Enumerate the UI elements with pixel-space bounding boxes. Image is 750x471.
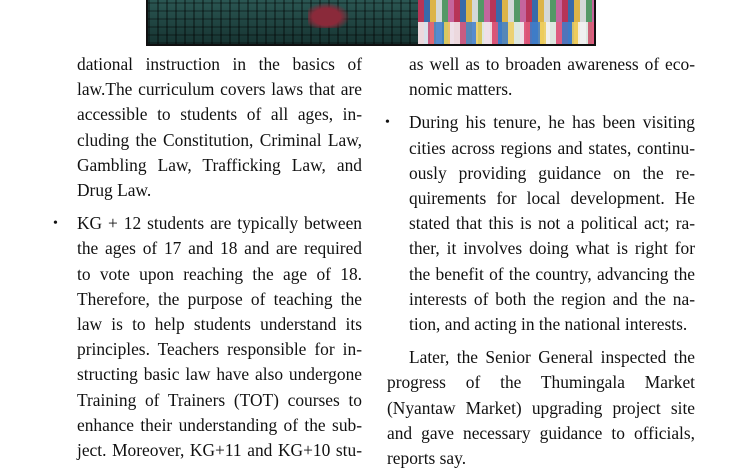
bullet-line: enhance their understanding of the sub- — [77, 414, 362, 435]
paragraph — [387, 345, 695, 471]
body-line: nomic matters. — [409, 79, 513, 100]
bullet-item — [385, 110, 695, 337]
body-line: Drug Law. — [77, 180, 152, 201]
bullet-line: During his tenure, he has been visiting — [409, 112, 695, 133]
body-line: progress of the Thumingala Market — [387, 372, 695, 393]
bullet-line: KG + 12 students are typically between — [77, 213, 362, 234]
bullet-line: cities across regions and states, continu- — [409, 137, 695, 158]
bullet-line: the ages of 17 and 18 and are required — [77, 238, 362, 259]
body-line: as well as to broaden awareness of eco- — [409, 54, 695, 74]
bullet-marker: • — [53, 216, 58, 232]
bullet-line: stated that this is not a political act; ra- — [409, 213, 695, 234]
body-line: Later, the Senior General inspected the — [409, 347, 695, 368]
bullet-line: quirements for local development. He — [409, 188, 695, 209]
bullet-line: law is to help students understand its — [77, 314, 362, 335]
bullet-line: ther, it involves doing what is right for — [409, 238, 695, 259]
article-photo — [146, 0, 596, 46]
body-line: reports say. — [387, 448, 467, 469]
bullet-line: to vote upon reaching the age of 18. — [77, 263, 362, 284]
body-line: accessible to students of all ages, in- — [77, 104, 362, 125]
right-column — [387, 52, 695, 471]
bullet-line: interests of both the region and the na- — [409, 288, 695, 309]
bullet-line: Training of Trainers (TOT) courses to — [77, 389, 362, 410]
photo-figure — [308, 0, 354, 28]
bullet-line: tion, and acting in the national interests. — [409, 314, 688, 335]
photo-floor — [148, 0, 418, 44]
body-line: cluding the Constitution, Criminal Law, — [77, 129, 362, 150]
body-line: (Nyantaw Market) upgrading project site — [387, 397, 695, 418]
bullet-item — [53, 211, 362, 463]
bullet-line: the benefit of the country, advancing the — [409, 263, 695, 284]
bullet-marker: • — [385, 115, 390, 131]
bullet-line: ject. Moreover, KG+11 and KG+10 stu- — [77, 440, 362, 461]
body-line: Gambling Law, Trafficking Law, and — [77, 154, 362, 175]
body-line: law.The curriculum covers laws that are — [77, 79, 362, 100]
body-line: dational instruction in the basics of — [77, 54, 362, 74]
left-column — [53, 52, 362, 463]
bullet-line: structing basic law have also undergone — [77, 364, 362, 385]
body-line: and gave necessary guidance to officials, — [387, 422, 695, 443]
bullet-line: ously providing guidance on the re- — [409, 162, 695, 183]
bullet-line: Therefore, the purpose of teaching the — [77, 288, 362, 309]
photo-shelf-lower — [418, 22, 596, 46]
bullet-line: principles. Teachers responsible for in- — [77, 339, 362, 360]
